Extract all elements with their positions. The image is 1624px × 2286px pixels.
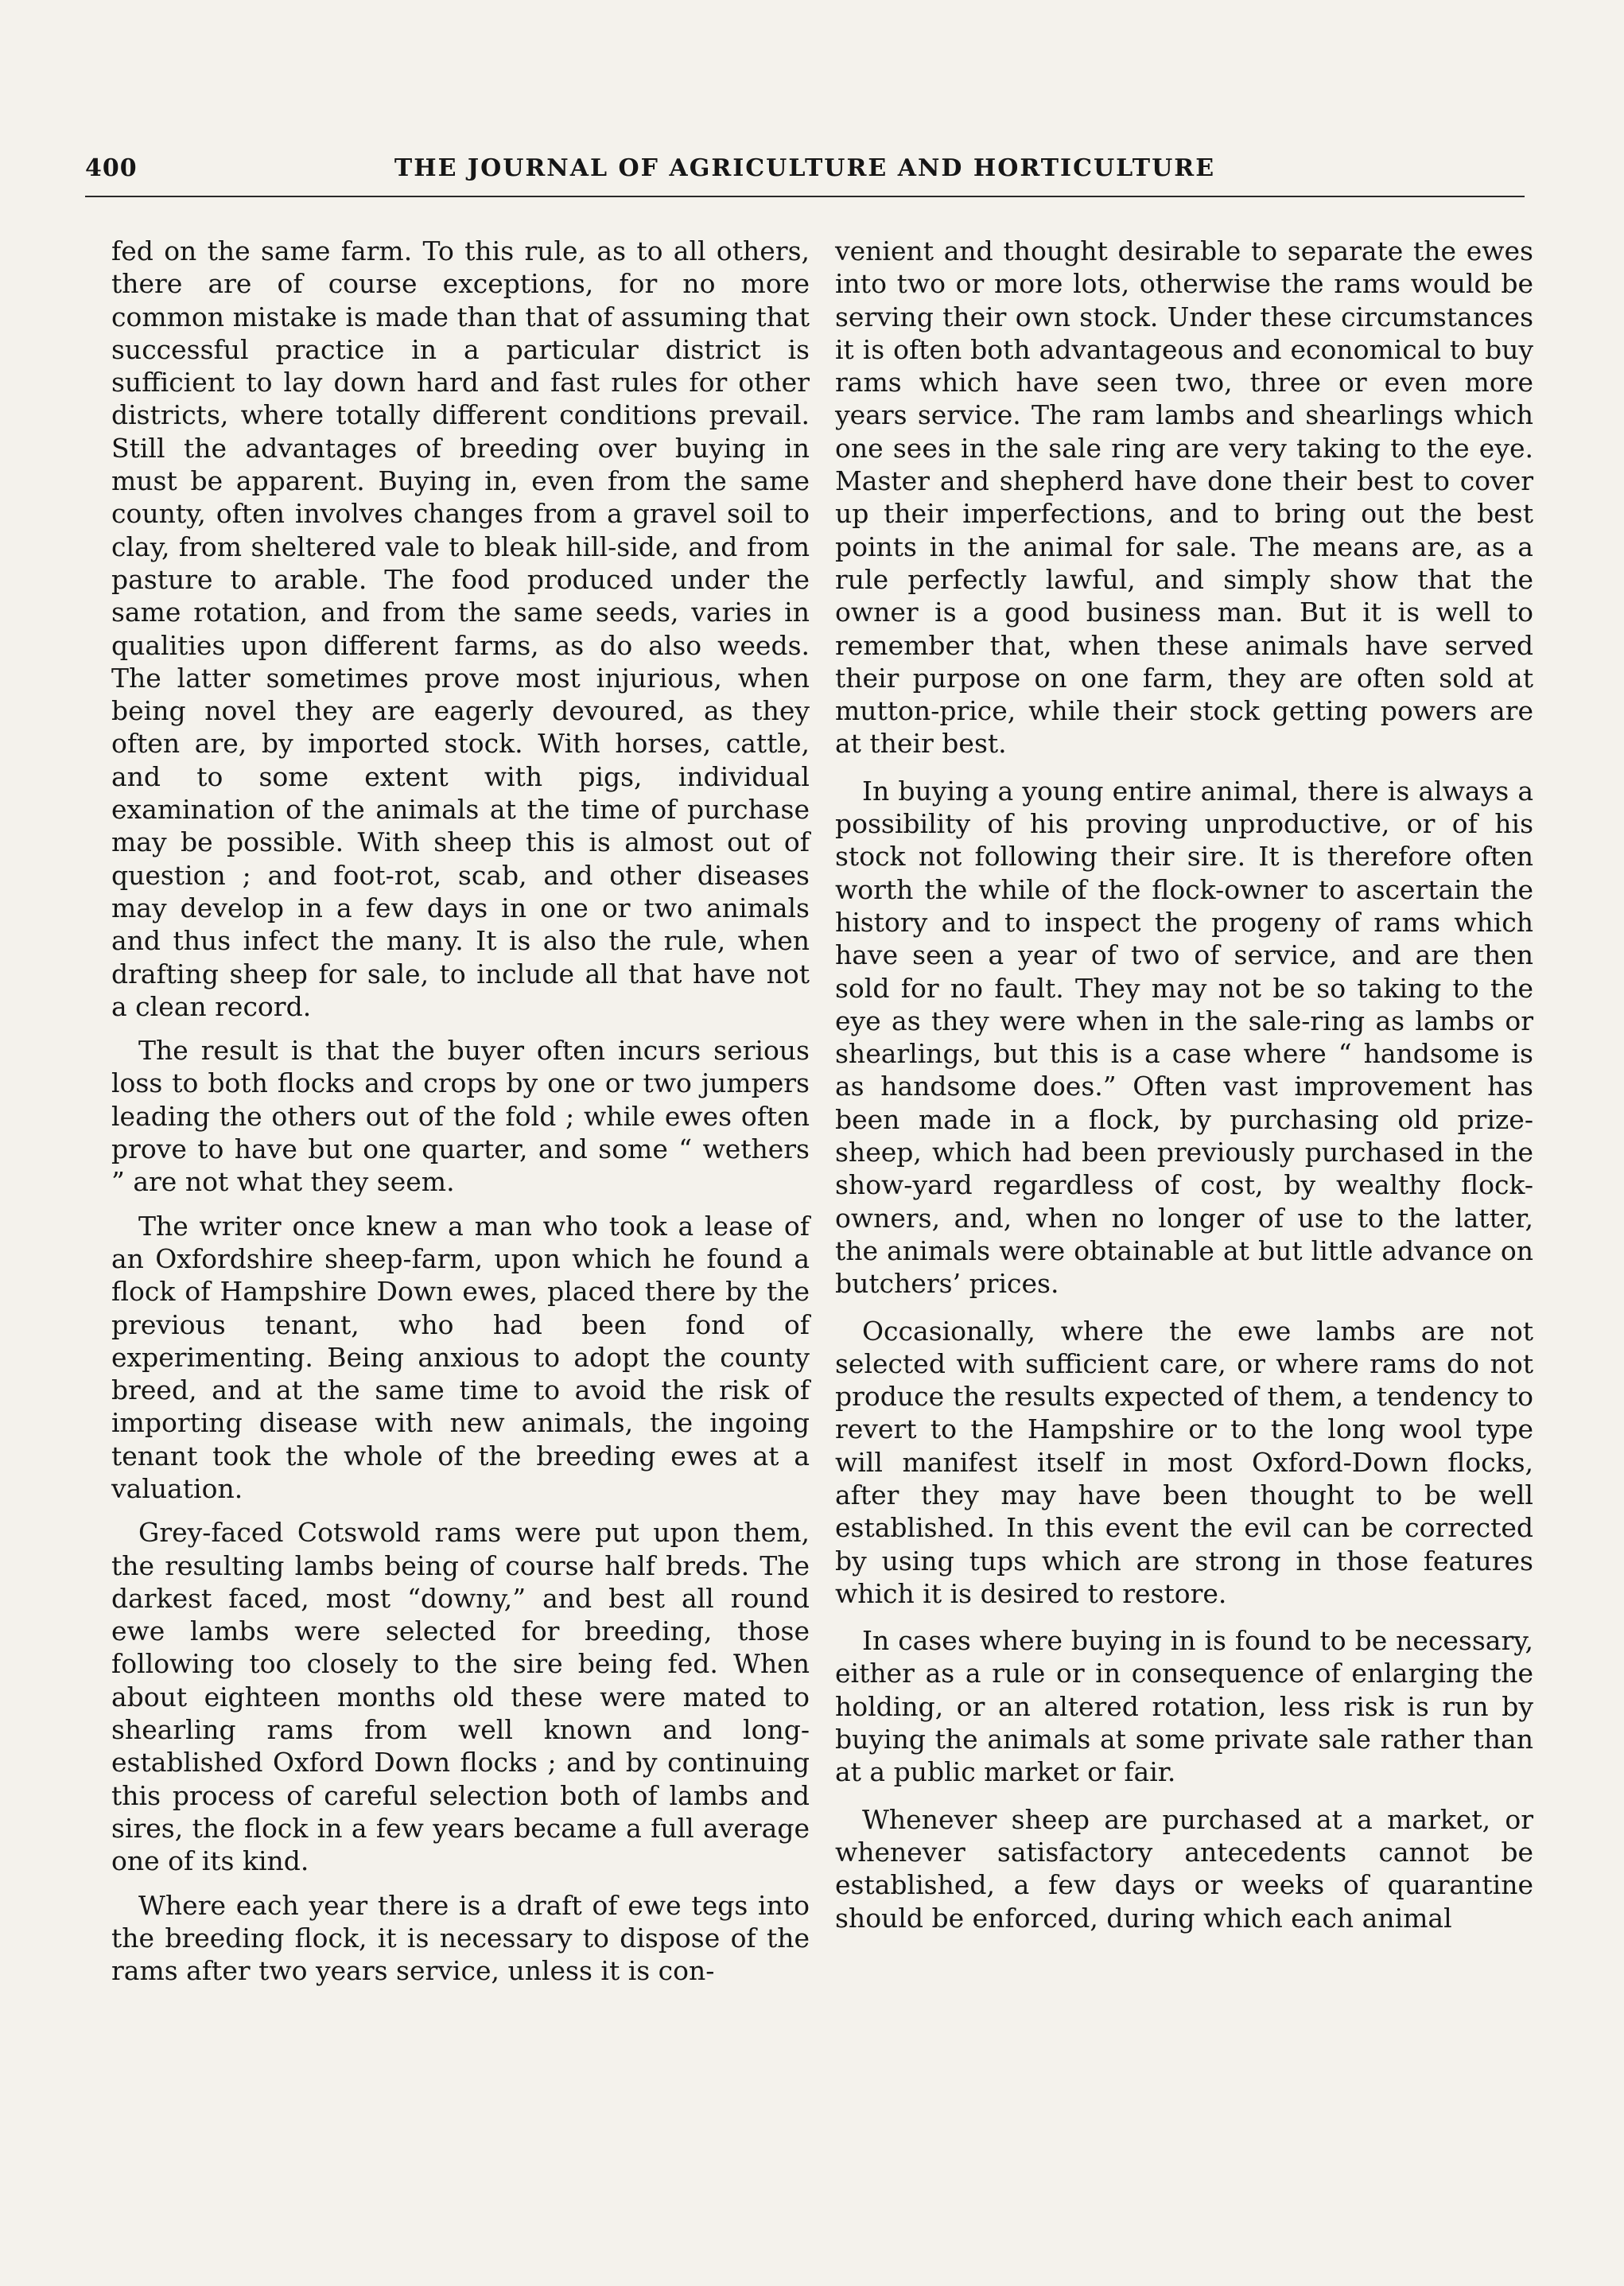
left-paragraph-2: The result is that the buyer often incurs serious loss to both flocks and crops by one or two jumpers leading the others out of the fold ; while ewes often prove to have but one quarter, and some “ wethers ” are not what they seem. xyxy=(111,1035,810,1198)
left-paragraph-1: fed on the same farm. To this rule, as to all others, there are of course exceptions, for no more common mistake is made than that of assuming that successful practice in a particular district is sufficient to lay down hard and fast rules for other districts, where totally different conditions prevail. Still the advantages of breeding over buying in must be apparent. Buying in, even from the same county, often involves changes from a gravel soil to clay, from sheltered vale to bleak hill-side, and from pasture to arable. The food produced under the same rotation, and from the same seeds, varies in qualities upon different farms, as do also weeds. The latter sometimes prove most injurious, when being novel they are eagerly devoured, as they often are, by imported stock. With horses, cattle, and to some extent with pigs, individual examination of the animals at the time of purchase may be possible. With sheep this is almost out of question ; and foot-rot, scab, and other diseases may develop in a few days in one or two animals and thus infect the many. It is also the rule, when drafting sheep for sale, to include all that have not a clean record. xyxy=(111,235,810,1022)
page-header xyxy=(85,151,1525,189)
left-column xyxy=(111,235,810,1987)
right-paragraph-5: Whenever sheep are purchased at a market, or whenever satisfactory antecedents cannot be established, a few days or weeks of quarantine should be enforced, during which each animal xyxy=(835,1803,1533,1934)
page-number: 400 xyxy=(85,154,138,182)
header-rule xyxy=(85,196,1525,197)
right-column xyxy=(835,235,1533,1934)
running-title: THE JOURNAL OF AGRICULTURE AND HORTICULTURE xyxy=(394,154,1216,182)
right-paragraph-2: In buying a young entire animal, there is always a possibility of his proving unproductive, or of his stock not following their sire. It is therefore often worth the while of the flock-owner to ascertain the history and to inspect the progeny of rams which have seen a year of two of service, and are then sold for no fault. They may not be so taking to the eye as they were when in the sale-ring as lambs or shearlings, but this is a case where “ handsome is as handsome does.” Often vast improvement has been made in a flock, by purchasing old prize-sheep, which had been previously purchased in the show-yard regardless of cost, by wealthy flock-owners, and, when no longer of use to the latter, the animals were obtainable at but little advance on butchers’ prices. xyxy=(835,775,1533,1300)
right-paragraph-3: Occasionally, where the ewe lambs are not selected with sufficient care, or where rams do not produce the results expected of them, a tendency to revert to the Hampshire or to the long wool type will manifest itself in most Oxford-Down flocks, after they may have been thought to be well established. In this event the evil can be corrected by using tups which are strong in those features which it is desired to restore. xyxy=(835,1315,1533,1609)
left-paragraph-4: Grey-faced Cotswold rams were put upon them, the resulting lambs being of course half breds. The darkest faced, most “downy,” and best all round ewe lambs were selected for breeding, those following too closely to the sire being fed. When about eighteen months old these were mated to shearling rams from well known and long-established Oxford Down flocks ; and by continuing this process of careful selection both of lambs and sires, the flock in a few years became a full average one of its kind. xyxy=(111,1517,810,1877)
right-paragraph-4: In cases where buying in is found to be necessary, either as a rule or in consequence of enlarging the holding, or an altered rotation, less risk is run by buying the animals at some private sale rather than at a public market or fair. xyxy=(835,1625,1533,1788)
right-paragraph-1: venient and thought desirable to separate the ewes into two or more lots, otherwise the rams would be serving their own stock. Under these circumstances it is often both advantageous and economical to buy rams which have seen two, three or even more years service. The ram lambs and shearlings which one sees in the sale ring are very taking to the eye. Master and shepherd have done their best to cover up their imperfections, and to bring out the best points in the animal for sale. The means are, as a rule perfectly lawful, and simply show that the owner is a good business man. But it is well to remember that, when these animals have served their purpose on one farm, they are often sold at mutton-price, while their stock getting powers are at their best. xyxy=(835,235,1533,760)
left-paragraph-3: The writer once knew a man who took a lease of an Oxfordshire sheep-farm, upon which he found a flock of Hampshire Down ewes, placed there by the previous tenant, who had been fond of experimenting. Being anxious to adopt the county breed, and at the same time to avoid the risk of importing disease with new animals, the ingoing tenant took the whole of the breeding ewes at a valuation. xyxy=(111,1210,810,1504)
left-paragraph-5: Where each year there is a draft of ewe tegs into the breeding flock, it is necessary to dispose of the rams after two years service, unless it is con- xyxy=(111,1889,810,1987)
